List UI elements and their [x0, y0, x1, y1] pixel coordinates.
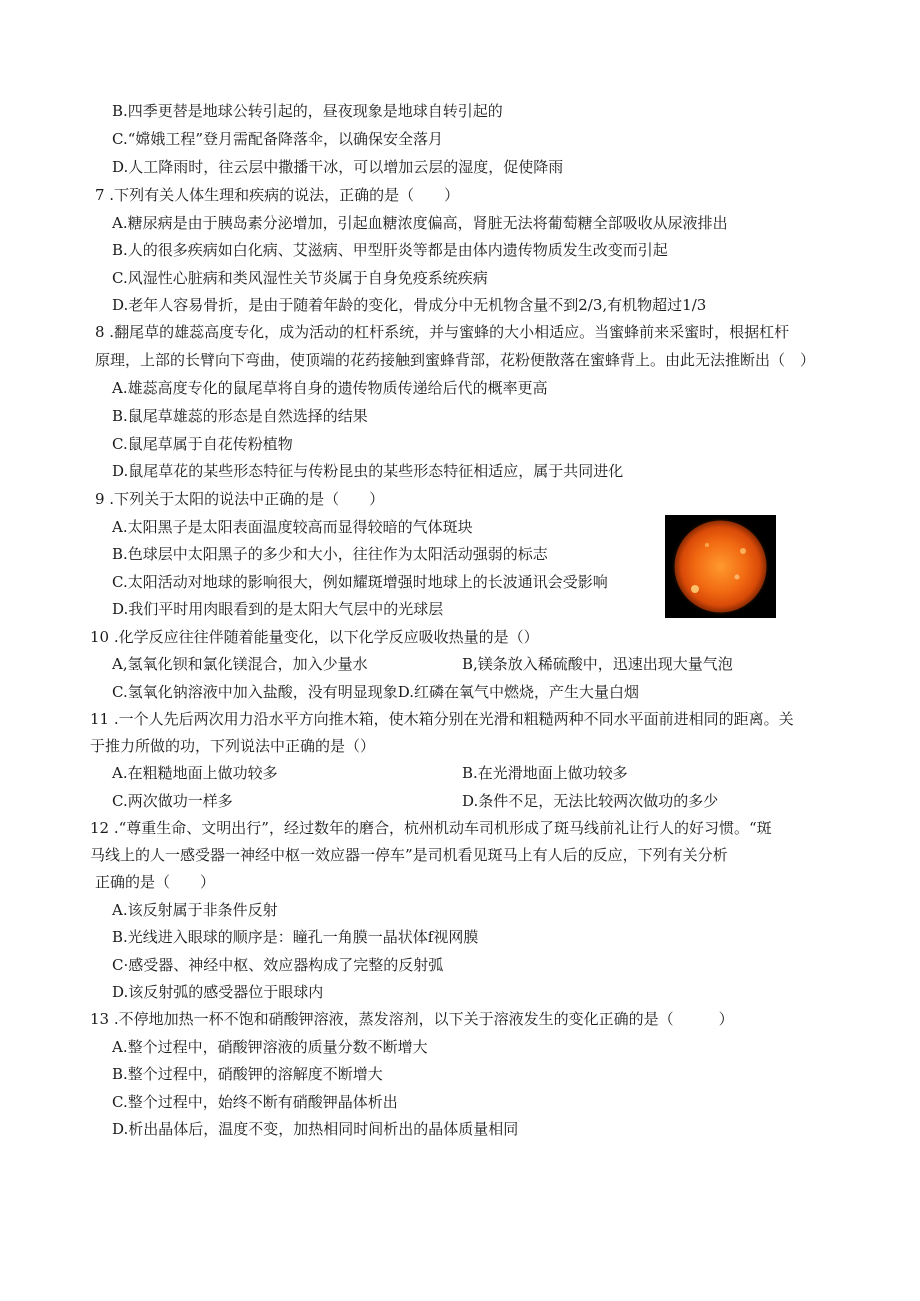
q13-stem: 13 .不停地加热一杯不饱和硝酸钾溶液，蒸发溶剂，以下关于溶液发生的变化正确的是（ ） — [90, 1010, 734, 1028]
q12-stem-line3: 正确的是（ ） — [95, 873, 216, 891]
q11-option-c: C.两次做功一样多 — [112, 792, 233, 810]
q8-stem-line2: 原理，上部的长臂向下弯曲，使顶端的花药接触到蜜蜂背部，花粉便散落在蜜蜂背上。由此无法推断出（ ） — [95, 351, 816, 369]
q10-option-cd: C.氢氧化钠溶液中加入盐酸，没有明显现象D.红磷在氧气中燃烧，产生大量白烟 — [112, 683, 639, 701]
q9-stem: 9 .下列关于太阳的说法中正确的是（ ） — [95, 490, 385, 508]
q13-option-c: C.整个过程中，始终不断有硝酸钾晶体析出 — [112, 1093, 398, 1111]
q11-stem-line1: 11 .一个人先后两次用力沿水平方向推木箱，使木箱分别在光滑和粗糙两种不同水平面前进相同的距离。关 — [90, 710, 794, 728]
q7-stem: 7 .下列有关人体生理和疾病的说法，正确的是（ ） — [95, 186, 460, 204]
q13-option-b: B.整个过程中，硝酸钾的溶解度不断增大 — [112, 1065, 383, 1083]
q9-option-c: C.太阳活动对地球的影响很大，例如耀斑增强时地球上的长波通讯会受影响 — [112, 573, 608, 591]
q7-option-a: A.糖尿病是由于胰岛素分泌增加，引起血糖浓度偏高，肾脏无法将葡萄糖全部吸收从尿液排出 — [112, 214, 728, 232]
q7-option-c: C.风湿性心脏病和类风湿性关节炎属于自身免疫系统疾病 — [112, 269, 488, 287]
sun-photo — [665, 515, 776, 618]
q7-option-b: B.人的很多疾病如白化病、艾滋病、甲型肝炎等都是由体内遗传物质发生改变而引起 — [112, 241, 668, 259]
q12-option-c: C·感受器、神经中枢、效应器构成了完整的反射弧 — [112, 956, 444, 974]
q13-option-a: A.整个过程中，硝酸钾溶液的质量分数不断增大 — [112, 1038, 428, 1056]
q12-option-d: D.该反射弧的感受器位于眼球内 — [112, 983, 324, 1001]
q9-option-a: A.太阳黑子是太阳表面温度较高而显得较暗的气体斑块 — [112, 518, 473, 536]
q11-stem-line2: 于推力所做的功，下列说法中正确的是（） — [90, 737, 376, 755]
q13-option-d: D.析出晶体后，温度不变，加热相同时间析出的晶体质量相同 — [112, 1120, 519, 1138]
q11-option-a: A.在粗糙地面上做功较多 — [112, 764, 278, 782]
q10-option-a: A,氢氧化钡和氯化镁混合，加入少量水 — [112, 655, 368, 673]
q7-option-d: D.老年人容易骨折，是由于随着年龄的变化，骨成分中无机物含量不到2/3,有机物超过1/3 — [112, 296, 707, 314]
q9-option-d: D.我们平时用肉眼看到的是太阳大气层中的光球层 — [112, 600, 444, 618]
q8-stem-line1: 8 .翻尾草的雄蕊高度专化，成为活动的杠杆系统，并与蜜蜂的大小相适应。当蜜蜂前来采蜜时，根据杠杆 — [95, 323, 790, 341]
q8-option-a: A.雄蕊高度专化的鼠尾草将自身的遗传物质传递给后代的概率更高 — [112, 379, 548, 397]
q10-stem: 10 .化学反应往往伴随着能量变化，以下化学反应吸收热量的是（） — [90, 628, 539, 646]
q6-option-c: C.“嫦娥工程”登月需配备降落伞，以确保安全落月 — [112, 130, 444, 148]
q12-stem-line1: 12 .“尊重生命、文明出行”，经过数年的磨合，杭州机动车司机形成了斑马线前礼让行人的好习惯。“斑 — [90, 819, 772, 837]
q8-option-d: D.鼠尾草花的某些形态特征与传粉昆虫的某些形态特征相适应，属于共同进化 — [112, 462, 624, 480]
q6-option-d: D.人工降雨时，往云层中撒播干冰，可以增加云层的湿度，促使降雨 — [112, 158, 564, 176]
q9-option-b: B.色球层中太阳黑子的多少和大小，往往作为太阳活动强弱的标志 — [112, 545, 548, 563]
q11-option-b: B.在光滑地面上做功较多 — [462, 764, 628, 782]
q6-option-b: B.四季更替是地球公转引起的，昼夜现象是地球自转引起的 — [112, 102, 503, 120]
q10-option-b: B,镁条放入稀硫酸中，迅速出现大量气泡 — [462, 655, 733, 673]
q8-option-c: C.鼠尾草属于自花传粉植物 — [112, 435, 293, 453]
q12-option-b: B.光线进入眼球的顺序是：瞳孔一角膜一晶状体f视网膜 — [112, 928, 479, 946]
sun-image — [665, 515, 776, 618]
q12-stem-line2: 马线上的人一感受器一神经中枢一效应器一停车”是司机看见斑马上有人后的反应，下列有关分析 — [90, 846, 728, 864]
q12-option-a: A.该反射属于非条件反射 — [112, 901, 278, 919]
q8-option-b: B.鼠尾草雄蕊的形态是自然选择的结果 — [112, 407, 368, 425]
q11-option-d: D.条件不足，无法比较两次做功的多少 — [462, 792, 719, 810]
